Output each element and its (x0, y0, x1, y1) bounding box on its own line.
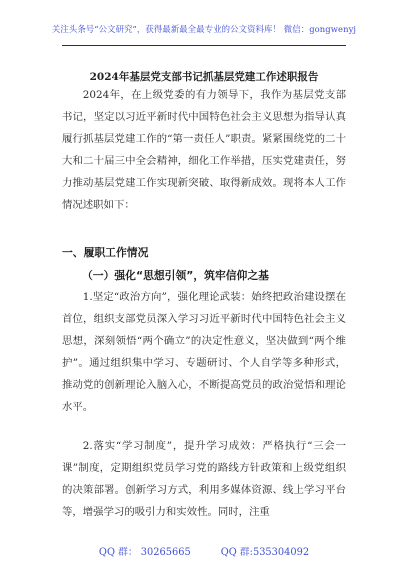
subsection-heading: （一）强化“思想引领”，筑牢信仰之基 (82, 269, 269, 282)
header-divider (62, 45, 346, 46)
footer-contacts (0, 544, 408, 558)
intro-paragraph: 2024年，在上级党委的有力领导下，我作为基层党支部书记，坚定以习近平新时代中国特色社会主义思想为指导认真履行抓基层党建工作的“第一责任人”职责。紧紧围绕党的二十大和二十届三中全会精神，细化工作举措，压实党建责任，努力推动基层党建工作实现新突破、取得新成效。现将本人工作情况述职如下： (62, 89, 346, 211)
body-paragraph-2: 2.落实“学习制度”，提升学习成效：严格执行“三会一课”制度，定期组织党员学习党的路线方针政策和上级党组织的决策部署。创新学习方式，利用多媒体资源、线上学习平台等，增强学习的吸引力和实效性。同时，注重 (62, 440, 346, 518)
section-heading: 一、履职工作情况 (62, 246, 149, 259)
body-paragraph-1: 1.坚定“政治方向”，强化理论武装：始终把政治建设摆在首位，组织支部党员深入学习习近平新时代中国特色社会主义思想，深刻领悟“两个确立”的决定性意义，坚决做到“两个维护”。通过组织集中学习、专题研讨、个人自学等多种形式，推动党的创新理论入脑入心，不断提高党员的政治觉悟和理论水平。 (62, 291, 346, 413)
footer-qq-group-right: QQ 群:535304092 (220, 547, 310, 558)
header-banner: 关注头条号“公文研究”，获得最新最全最专业的公文资料库！ 微信：gongwenyj (51, 24, 357, 34)
footer-qq-group-left: QQ 群： 30265665 (98, 547, 191, 558)
document-title: 2024年基层党支部书记抓基层党建工作述职报告 (89, 71, 319, 83)
